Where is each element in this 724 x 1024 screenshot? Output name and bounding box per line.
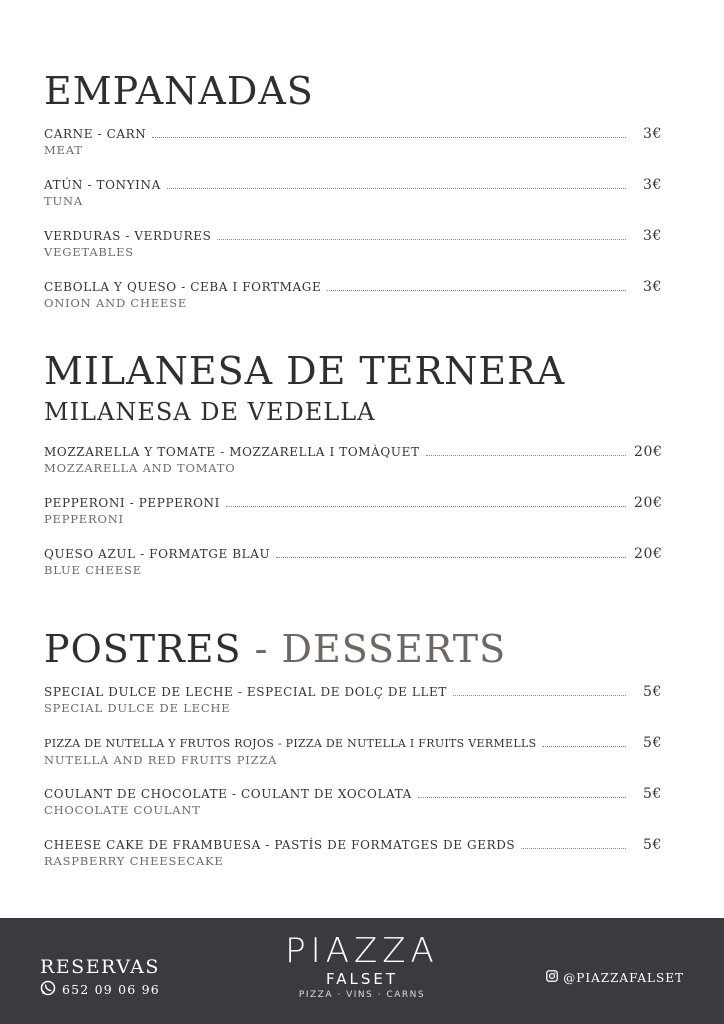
menu-item [44,177,662,228]
item-price: 5€ [642,684,662,700]
logo-tagline: PIZZA · VINS · CARNS [298,990,426,1000]
item-name: CEBOLLA Y QUESO - CEBA I FORTMAGE [44,280,322,294]
menu-item [44,837,662,888]
item-name: VERDURAS - VERDURES [44,229,212,243]
dot-leader [418,797,626,798]
section-postres [44,627,662,888]
section-title [44,627,662,671]
dot-leader [521,848,626,849]
logo-sub: FALSET [325,970,399,988]
dot-leader [152,137,626,138]
item-price: 3€ [642,228,662,244]
instagram-text: @PIAZZAFALSET [563,970,684,985]
menu-item [44,444,662,495]
dot-leader [167,188,626,189]
item-price: 20€ [634,495,663,511]
item-name: MOZZARELLA Y TOMATE - MOZZARELLA I TOMÀQUET [44,445,420,459]
item-price: 3€ [642,279,662,295]
item-price: 5€ [642,786,662,802]
menu-item [44,228,662,279]
section-title: MILANESA DE TERNERA [44,349,566,393]
item-translation: ONION AND CHEESE [44,296,188,310]
logo-main: PIAZZA [285,931,439,971]
dot-leader [453,695,626,696]
item-translation: NUTELLA AND RED FRUITS PIZZA [44,753,278,767]
item-name: CHEESE CAKE DE FRAMBUESA - PASTÍS DE FORMATGES DE GERDS [44,838,516,852]
footer [0,918,724,1024]
menu-item [44,495,662,546]
item-translation: SPECIAL DULCE DE LECHE [44,701,231,715]
section-title-alt: DESSERTS [281,627,507,671]
section-empanadas [44,69,662,330]
menu-item [44,786,662,837]
item-name: QUESO AZUL - FORMATGE BLAU [44,547,271,561]
section-title: EMPANADAS [44,69,314,113]
item-name: COULANT DE CHOCOLATE - COULANT DE XOCOLATA [44,787,412,801]
dot-leader [226,506,626,507]
phone-number: 652 09 06 96 [62,982,160,997]
item-translation: BLUE CHEESE [44,563,142,577]
instagram-handle[interactable] [546,970,684,985]
item-name: PIZZA DE NUTELLA Y FRUTOS ROJOS - PIZZA DE NUTELLA I FRUITS VERMELLS [44,737,537,750]
item-translation: TUNA [44,194,83,208]
item-translation: VEGETABLES [44,245,134,259]
item-price: 20€ [634,546,663,562]
item-name: CARNE - CARN [44,127,147,141]
item-price: 3€ [642,126,662,142]
dot-leader [327,290,626,291]
item-price: 20€ [634,444,663,460]
dot-leader [542,746,626,747]
menu-item [44,684,662,735]
menu-item [44,279,662,330]
item-translation: MEAT [44,143,83,157]
item-name: SPECIAL DULCE DE LECHE - ESPECIAL DE DOLÇ DE LLET [44,685,447,699]
item-price: 5€ [642,837,662,853]
dot-leader [276,557,626,558]
menu-item [44,126,662,177]
section-title-main: POSTRES [44,627,242,671]
dot-leader [217,239,626,240]
item-translation: MOZZARELLA AND TOMATO [44,461,236,475]
item-price: 5€ [642,735,662,751]
section-title-separator: - [241,627,282,671]
item-translation: RASPBERRY CHEESECAKE [44,854,224,868]
logo [0,931,724,1000]
section-milanesa [44,349,663,597]
dot-leader [426,455,626,456]
item-translation: PEPPERONI [44,512,124,526]
item-price: 3€ [642,177,662,193]
item-translation: CHOCOLATE COULANT [44,803,201,817]
section-subtitle: MILANESA DE VEDELLA [44,398,376,426]
item-name: ATÚN - TONYINA [44,178,161,192]
menu-item [44,546,662,597]
item-name: PEPPERONI - PEPPERONI [44,496,220,510]
instagram-icon [546,970,558,985]
reservations-label: RESERVAS [40,956,160,978]
menu-item [44,735,662,786]
